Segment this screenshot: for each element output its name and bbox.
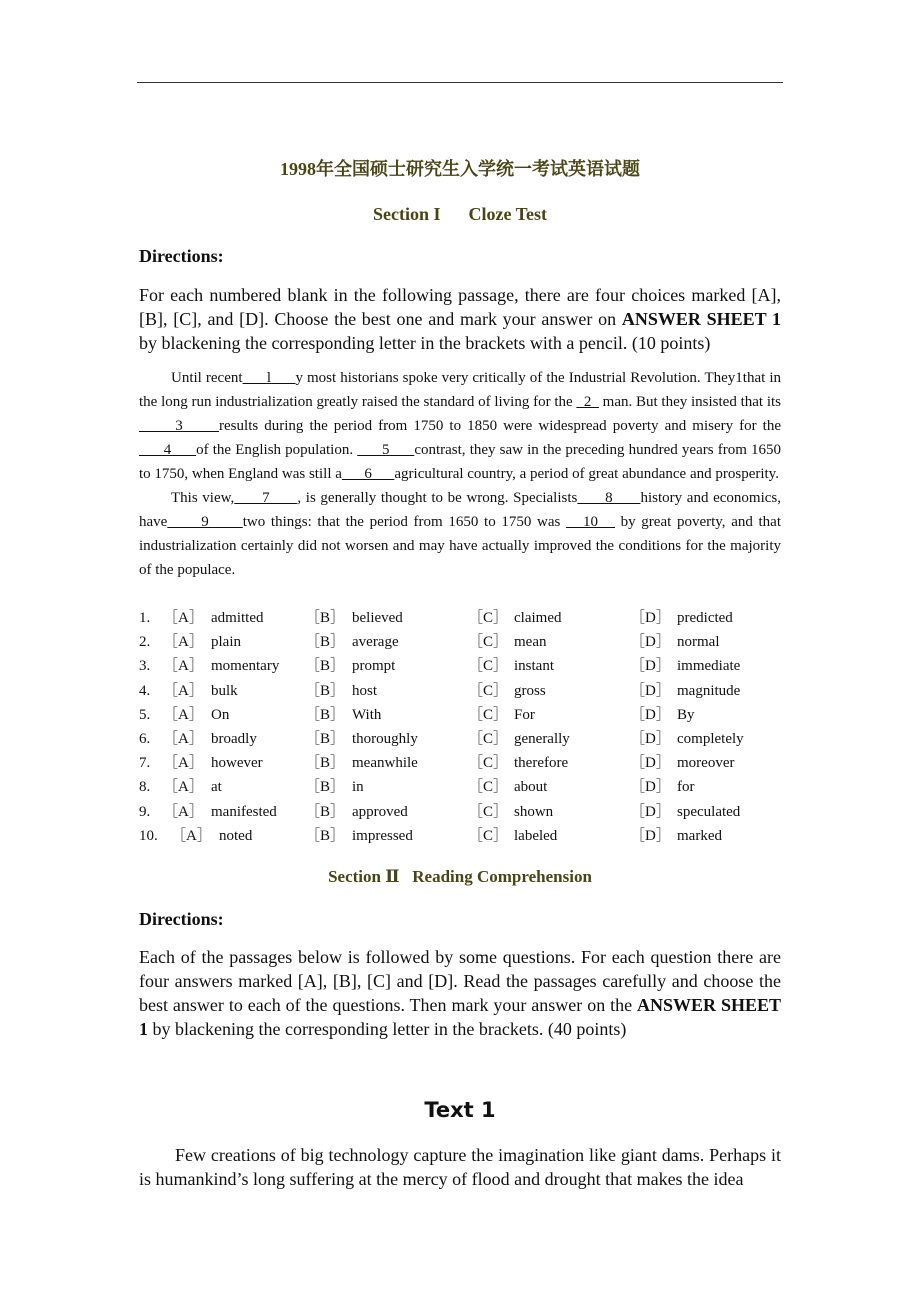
answer-sheet-bold: ANSWER SHEET 1 xyxy=(621,309,781,329)
option-row: 9. ［A］ manifested ［B］ approved ［C］ shown ［D］ speculated xyxy=(139,800,781,824)
option-b: ［B］ xyxy=(305,634,346,651)
section-1-directions-text: For each numbered blank in the following passage, there are four choices marked [A], [B], [C], and [D]. Choose the best one and mark your answer on ANSWER SHEET 1 by blackening the corresponding letter in the brackets with a pencil. (10 points) xyxy=(139,285,781,353)
blank-1: l xyxy=(242,370,296,386)
option-c: ［C］ xyxy=(468,634,509,651)
option-b: ［B］ xyxy=(305,658,346,675)
option-d: ［D］ xyxy=(630,779,671,796)
option-row: 10. ［A］ noted ［B］ impressed ［C］ labeled ［D］ marked xyxy=(139,824,781,848)
section-2-name: Reading Comprehension xyxy=(412,867,592,886)
option-c: ［C］ xyxy=(468,610,509,626)
blank-2: 2 xyxy=(576,394,599,410)
blank-4: 4 xyxy=(139,442,197,458)
option-d: ［D］ xyxy=(630,682,671,699)
option-a: ［A］ xyxy=(163,658,204,675)
section-1-label: Section I xyxy=(373,204,441,224)
option-row: 4. ［A］ bulk ［B］ host ［C］ gross ［D］ magnitude xyxy=(139,679,781,703)
section-2-directions-label: Directions: xyxy=(139,909,224,929)
blank-9: 9 xyxy=(167,514,243,530)
option-d: ［D］ xyxy=(630,658,671,675)
option-row: 8. ［A］ at ［B］ in ［C］ about ［D］ for xyxy=(139,775,781,799)
option-d: ［D］ xyxy=(630,803,671,820)
option-b: ［B］ xyxy=(305,803,346,820)
section-1-heading xyxy=(0,204,920,225)
blank-6: 6 xyxy=(341,466,395,482)
option-a: ［A］ xyxy=(163,803,204,820)
section-2-heading xyxy=(0,867,920,887)
option-row: 7. ［A］ however ［B］ meanwhile ［C］ therefore ［D］ moreover xyxy=(139,751,781,775)
option-c: ［C］ xyxy=(468,682,509,699)
option-a: ［A］ xyxy=(163,634,204,651)
section-1-directions-label: Directions: xyxy=(139,246,224,266)
option-b: ［B］ xyxy=(305,827,346,844)
option-row: 2. ［A］ plain ［B］ average ［C］ mean ［D］ normal xyxy=(139,630,781,654)
option-b: ［B］ xyxy=(305,610,346,626)
option-c: ［C］ xyxy=(468,730,509,747)
option-c: ［C］ xyxy=(468,658,509,675)
option-row: 1. ［A］ admitted ［B］ believed ［C］ claimed ［D］ predicted xyxy=(139,606,781,630)
option-b: ［B］ xyxy=(305,730,346,747)
option-d: ［D］ xyxy=(630,634,671,651)
option-d: ［D］ xyxy=(630,755,671,772)
option-d: ［D］ xyxy=(630,610,671,626)
blank-7: 7 xyxy=(234,490,298,506)
option-row: 5. ［A］ On ［B］ With ［C］ For ［D］ By xyxy=(139,703,781,727)
option-c: ［C］ xyxy=(468,755,509,772)
option-row: 3. ［A］ momentary ［B］ prompt ［C］ instant ［D］ immediate xyxy=(139,654,781,678)
option-a: ［A］ xyxy=(163,610,204,626)
option-a: ［A］ xyxy=(163,755,204,772)
cloze-passage xyxy=(139,366,781,582)
blank-8: 8 xyxy=(577,490,641,506)
answer-sheet-bold: ANSWER SHEET 1 xyxy=(139,995,781,1039)
blank-5: 5 xyxy=(357,442,415,458)
option-b: ［B］ xyxy=(305,706,346,723)
page-title: 1998年全国硕士研究生入学统一考试英语试题 xyxy=(280,159,640,179)
option-a: ［A］ xyxy=(163,682,204,699)
option-a: ［A］ xyxy=(163,706,204,723)
option-b: ［B］ xyxy=(305,682,346,699)
option-a: ［A］ xyxy=(163,779,204,796)
option-c: ［C］ xyxy=(468,827,509,844)
section-1-name: Cloze Test xyxy=(468,204,547,224)
option-d: ［D］ xyxy=(630,730,671,747)
option-c: ［C］ xyxy=(468,779,509,796)
section-2-directions-text: Each of the passages below is followed by some questions. For each question there are four answers marked [A], [B], [C] and [D]. Read the passages carefully and choose the best answer to each of the questions. Then mark your answer on the ANSWER SHEET 1 by blackening the corresponding letter in the brackets. (40 points) xyxy=(139,947,781,1039)
option-row: 6. ［A］ broadly ［B］ thoroughly ［C］ generally ［D］ completely xyxy=(139,727,781,751)
section-2-label: Section Ⅱ xyxy=(328,867,400,886)
option-d: ［D］ xyxy=(630,827,671,844)
option-c: ［C］ xyxy=(468,706,509,723)
option-c: ［C］ xyxy=(468,803,509,820)
cloze-paragraph-2: This view, 7 , is generally thought to be wrong. Specialists 8 history and economics, have 9 two things: that the period from 1650 to 1750 was 10 by great poverty, and that industrialization certainly did not worsen and may have actually improved the conditions for the majority of the populace. xyxy=(139,490,782,578)
cloze-options xyxy=(139,606,781,848)
header-rule xyxy=(137,82,783,83)
option-b: ［B］ xyxy=(305,755,346,772)
blank-10: 10 xyxy=(566,514,615,530)
option-d: ［D］ xyxy=(630,706,671,723)
option-a: ［A］ xyxy=(163,730,204,747)
blank-3: 3 xyxy=(139,418,220,434)
option-a: ［A］ xyxy=(171,827,212,844)
text-1-body: Few creations of big technology capture the imagination like giant dams. Perhaps it is humankind’s long suffering at the mercy of flood and drought that makes the idea xyxy=(139,1145,781,1189)
option-b: ［B］ xyxy=(305,779,346,796)
text-1-heading: Text 1 xyxy=(424,1098,496,1122)
cloze-paragraph-1: Until recent l y most historians spoke very critically of the Industrial Revolution. They1that in the long run industrialization greatly raised the standard of living for the 2 man. But they insisted that its 3 results during the period from 1750 to 1850 were widespread poverty and misery for the 4 of the English population. 5 contrast, they saw in the preceding hundred years from 1650 to 1750, when England was still a 6 agricultural country, a period of great abundance and prosperity. xyxy=(139,370,782,482)
